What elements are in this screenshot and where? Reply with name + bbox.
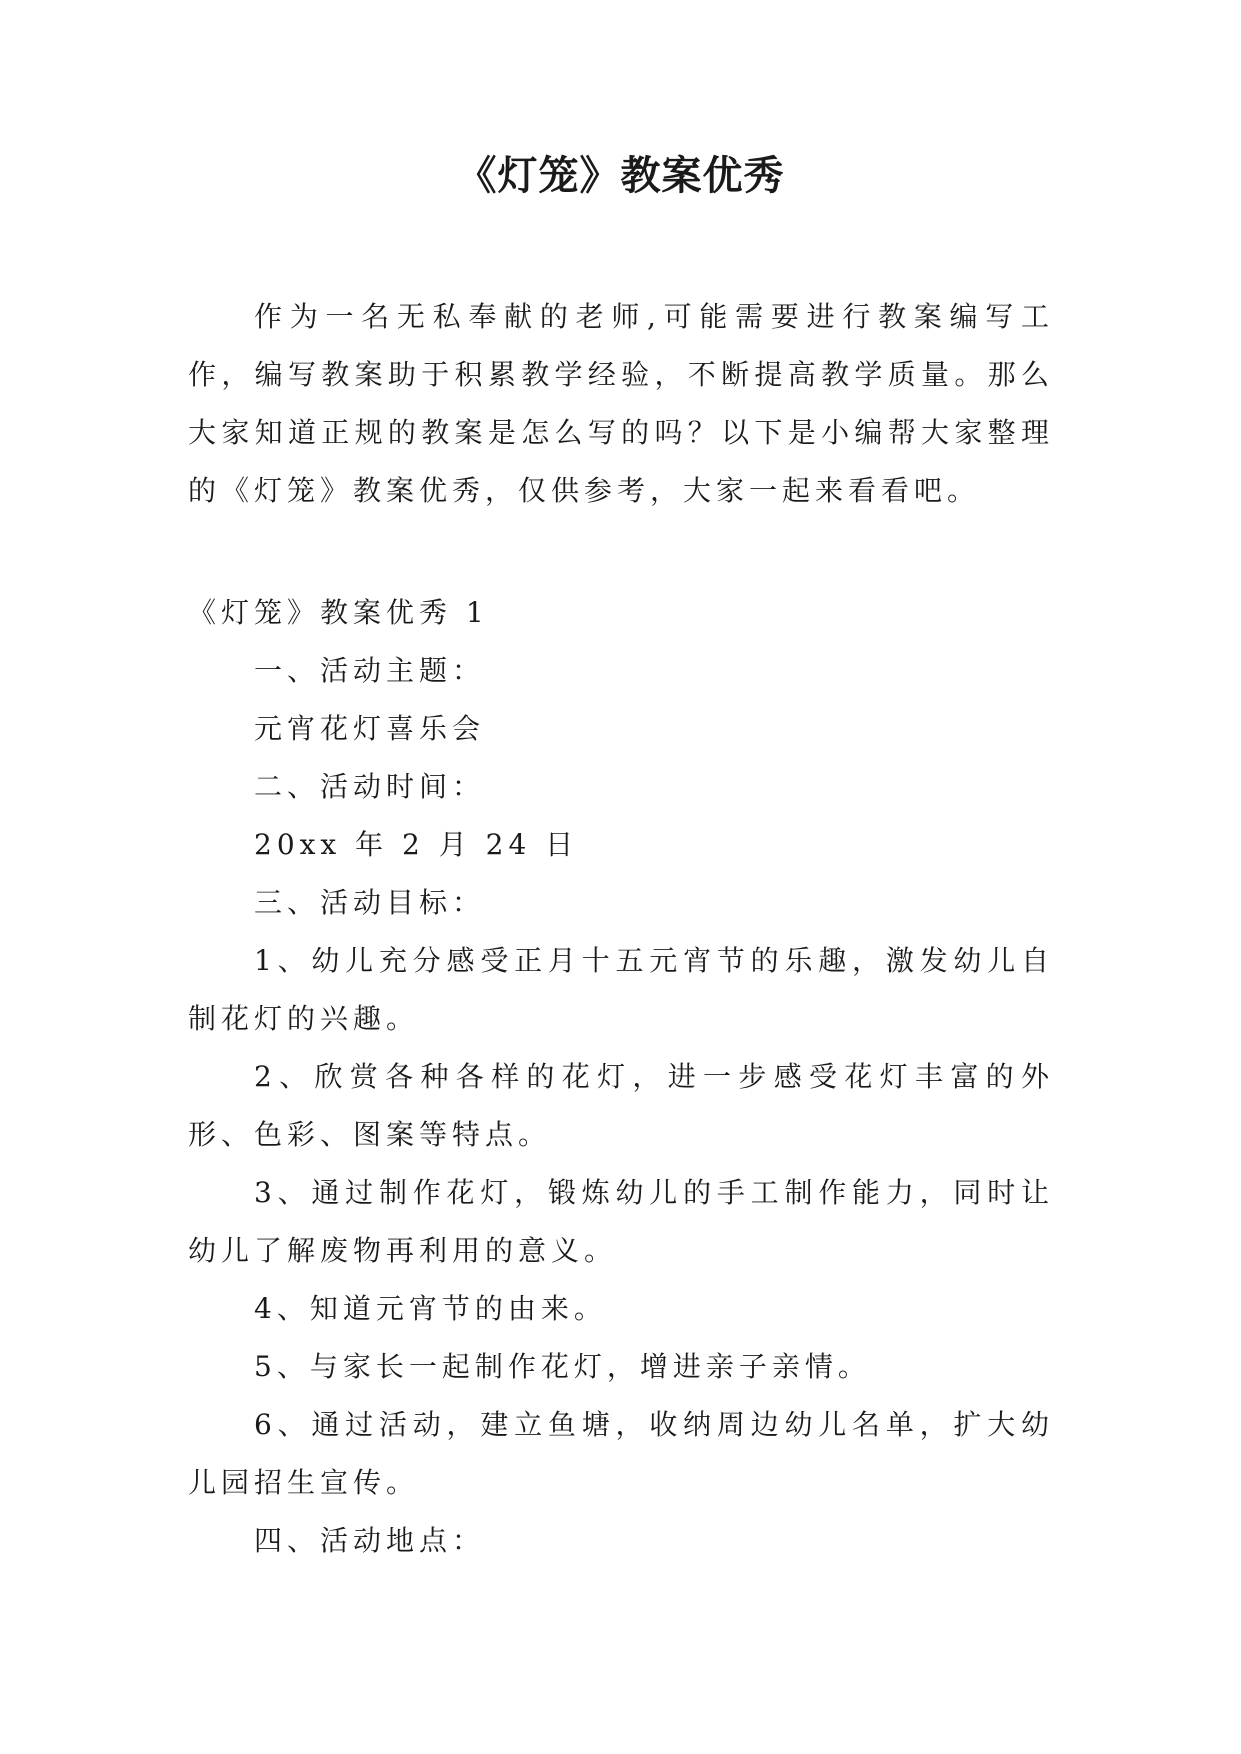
document-body bbox=[188, 584, 1054, 1570]
goal-item-1: 1、幼儿充分感受正月十五元宵节的乐趣，激发幼儿自制花灯的兴趣。 bbox=[188, 944, 1054, 1035]
goal-item-2: 2、欣赏各种各样的花灯，进一步感受花灯丰富的外形、色彩、图案等特点。 bbox=[188, 1060, 1054, 1151]
section-title: 《灯笼》教案优秀 1 bbox=[188, 596, 489, 629]
activity-location-heading: 四、活动地点： bbox=[254, 1524, 486, 1557]
goal-item-3: 3、通过制作花灯，锻炼幼儿的手工制作能力，同时让幼儿了解废物再利用的意义。 bbox=[188, 1176, 1054, 1267]
activity-time-text: 20xx 年 2 月 24 日 bbox=[254, 828, 579, 861]
intro-paragraph: 作为一名无私奉献的老师,可能需要进行教案编写工作，编写教案助于积累教学经验，不断提高教学质量。那么大家知道正规的教案是怎么写的吗？以下是小编帮大家整理的《灯笼》教案优秀，仅供参考，大家一起来看看吧。 bbox=[188, 300, 1054, 507]
document-title: 《灯笼》教案优秀 bbox=[456, 152, 785, 199]
goal-item-6: 6、通过活动，建立鱼塘，收纳周边幼儿名单，扩大幼儿园招生宣传。 bbox=[188, 1408, 1054, 1499]
goal-item-5: 5、与家长一起制作花灯，增进亲子亲情。 bbox=[254, 1350, 871, 1383]
activity-theme-heading: 一、活动主题： bbox=[254, 654, 486, 687]
goal-item-4: 4、知道元宵节的由来。 bbox=[254, 1292, 607, 1325]
activity-time-heading: 二、活动时间： bbox=[254, 770, 486, 803]
activity-theme-text: 元宵花灯喜乐会 bbox=[254, 712, 486, 745]
activity-goals-heading: 三、活动目标： bbox=[254, 886, 486, 919]
